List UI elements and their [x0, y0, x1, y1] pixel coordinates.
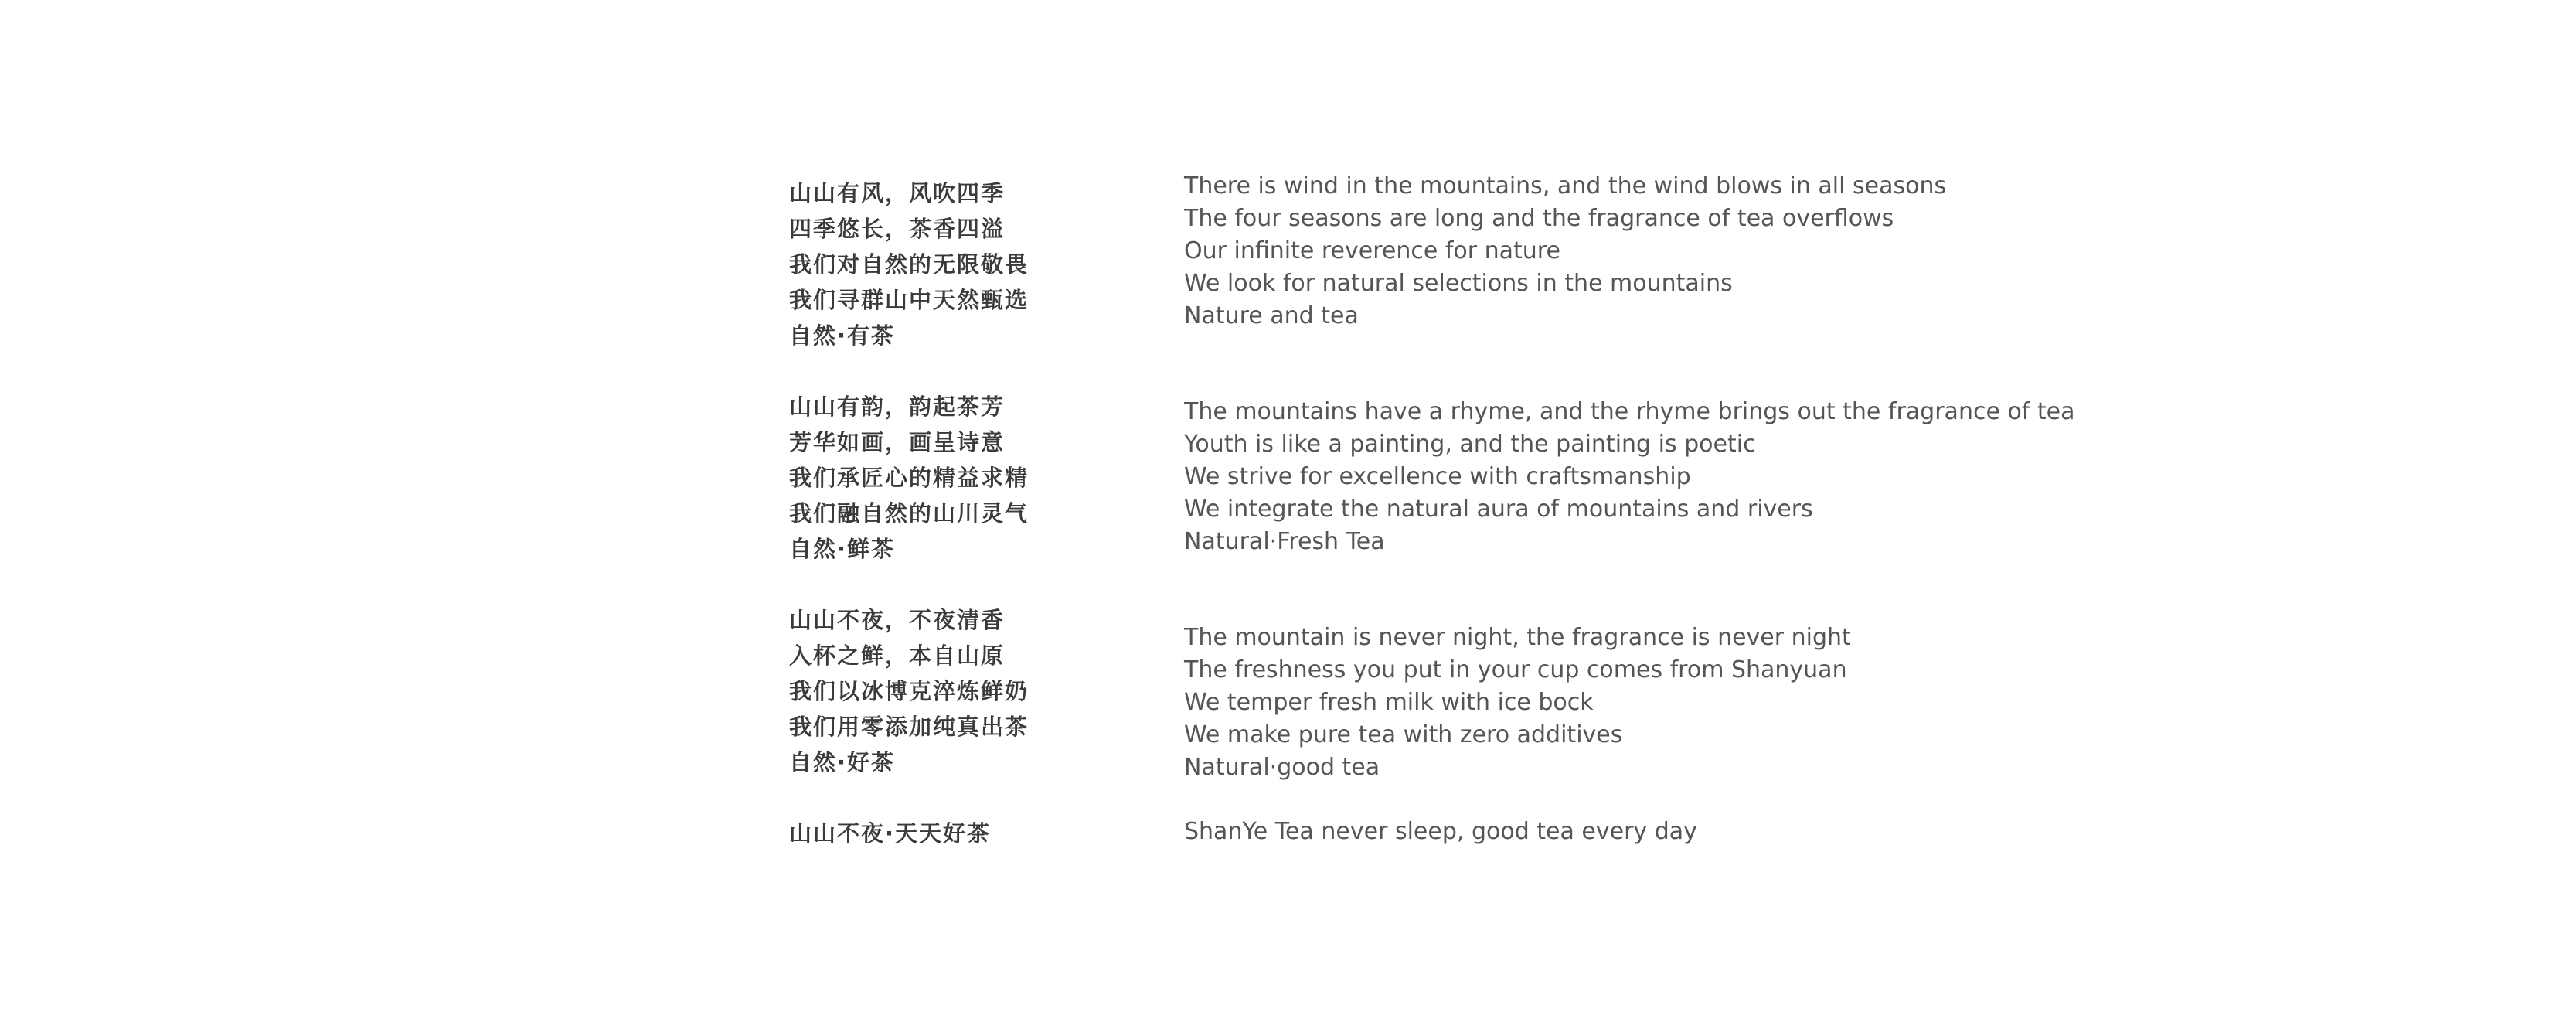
stanza-2-en-line-3: We strive for excellence with craftsmanship [1184, 463, 1691, 490]
stanza-1-en-line-1: There is wind in the mountains, and the wind blows in all seasons [1184, 172, 1947, 199]
stanza-2-cn-line-4: 我们融自然的山川灵气 [789, 500, 1029, 527]
stanza-1-cn-line-4: 我们寻群山中天然甄选 [789, 287, 1029, 313]
stanza-3-cn-line-4: 我们用零添加纯真出茶 [789, 714, 1029, 740]
stanza-3-en-line-3: We temper fresh milk with ice bock [1184, 689, 1594, 716]
stanza-3-cn-line-2: 入杯之鲜，本自山原 [789, 642, 1006, 669]
stanza-3-en-line-1: The mountain is never night, the fragrance is never night [1184, 624, 1851, 651]
stanza-3-cn-line-3: 我们以冰博克淬炼鲜奶 [789, 678, 1029, 704]
closing-cn-line: 山山不夜·天天好茶 [789, 820, 992, 847]
stanza-1-cn-line-2: 四季悠长，茶香四溢 [789, 216, 1006, 242]
stanza-1-cn-line-5: 自然·有茶 [789, 322, 896, 349]
stanza-1-en-line-5: Nature and tea [1184, 302, 1359, 329]
stanza-3-en-line-2: The freshness you put in your cup comes from Shanyuan [1184, 656, 1847, 683]
stanza-2-en-line-4: We integrate the natural aura of mountains and rivers [1184, 496, 1813, 523]
stanza-1-cn-line-1: 山山有风，风吹四季 [789, 180, 1006, 206]
closing-en-line: ShanYe Tea never sleep, good tea every day [1184, 818, 1697, 845]
stanza-2-cn-line-3: 我们承匠心的精益求精 [789, 465, 1029, 491]
stanza-2-en-line-1: The mountains have a rhyme, and the rhyme brings out the fragrance of tea [1184, 398, 2075, 425]
stanza-2-cn-line-2: 芳华如画，画呈诗意 [789, 429, 1006, 455]
stanza-2-en-line-2: Youth is like a painting, and the painting is poetic [1184, 431, 1756, 458]
stanza-2-cn-line-5: 自然·鲜茶 [789, 536, 896, 562]
stanza-3-cn-line-1: 山山不夜，不夜清香 [789, 607, 1006, 633]
stanza-3-en-line-5: Natural·good tea [1184, 754, 1380, 781]
stanza-1-en-line-3: Our infinite reverence for nature [1184, 237, 1560, 264]
stanza-1-en-line-4: We look for natural selections in the mountains [1184, 270, 1733, 297]
stanza-1-en-line-2: The four seasons are long and the fragrance of tea overflows [1184, 205, 1894, 232]
stanza-1-cn-line-3: 我们对自然的无限敬畏 [789, 251, 1029, 278]
stanza-2-cn-line-1: 山山有韵，韵起茶芳 [789, 394, 1006, 420]
stanza-2-en-line-5: Natural·Fresh Tea [1184, 528, 1385, 555]
stanza-3-en-line-4: We make pure tea with zero additives [1184, 721, 1623, 748]
stanza-3-cn-line-5: 自然·好茶 [789, 749, 896, 775]
